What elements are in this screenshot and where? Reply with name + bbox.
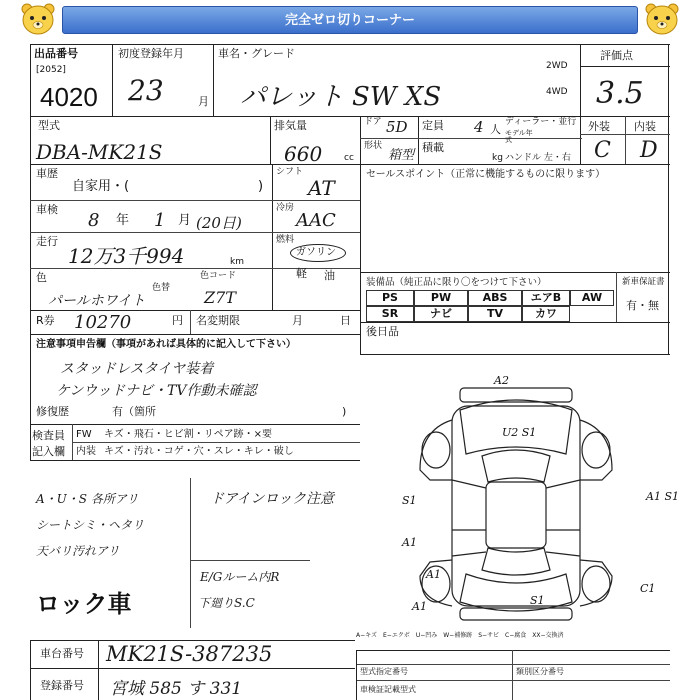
displacement-unit: cc — [344, 153, 354, 163]
car-name-label: 車名・グレード — [218, 47, 295, 60]
reg-year-label: 初度登録年月 — [118, 47, 184, 60]
recycle-label: R券 — [36, 314, 55, 327]
car-name-value: パレット SW XS — [240, 82, 442, 112]
recycle-value: 10270 — [74, 312, 132, 333]
entry-label: 記入欄 — [32, 445, 65, 458]
inspection-year-unit: 年 — [116, 213, 130, 228]
banner — [0, 0, 700, 40]
inspection-label: 車検 — [36, 203, 58, 216]
equipment-sr: SR — [366, 306, 414, 322]
rear-bumper — [460, 608, 572, 620]
fuel-gasoline: ガソリン — [296, 247, 336, 258]
mark-left-rear-door: A1 — [402, 536, 417, 549]
remarks-line2: シートシミ・ヘタリ — [36, 518, 145, 532]
reg-month-unit: 月 — [198, 95, 209, 108]
capacity-label: 定員 — [422, 119, 444, 132]
exterior-label: 外装 — [588, 120, 610, 133]
reg-number-value: 宮城 585 す 331 — [110, 679, 243, 699]
chassis-value: MK21S-387235 — [106, 642, 273, 666]
equipment-navi: ナビ — [414, 306, 468, 322]
sales-point-label: セールスポイント（正常に機能するものに限ります） — [366, 169, 606, 180]
repair-label: 修復歴 — [36, 405, 69, 418]
rear-right-wheel — [582, 566, 610, 602]
inspection-year: 8 — [88, 210, 100, 231]
right-fender — [580, 420, 612, 480]
shape-value: 箱型 — [388, 148, 415, 163]
shape-label: 形状 — [364, 141, 383, 151]
fw-items: キズ・飛石・ヒビ割・リペア跡・×要 — [104, 429, 272, 440]
interior-label: 内装 — [634, 120, 656, 133]
mileage-value: 12万3千994 — [68, 244, 185, 268]
vehicle-spec-label: 車検証記載型式 — [360, 685, 416, 694]
right-rear-fender — [580, 560, 612, 606]
left-fender — [420, 420, 452, 480]
repair-value: 有（箇所 — [112, 405, 156, 418]
fw-label: FW — [76, 429, 92, 440]
model-label: 型式 — [38, 119, 60, 132]
model-year-label: モデル年式 — [505, 129, 533, 144]
interior-check-label: 内装 — [76, 446, 96, 457]
reg-year-value: 23 — [128, 74, 164, 107]
mark-left-rear: A1 — [412, 600, 427, 613]
dealer-label: ディーラー・並行 — [505, 117, 577, 127]
color-change-label: 色替 — [152, 283, 171, 293]
mark-rear: S1 — [530, 594, 545, 607]
remarks-right3: 下廻りS.C — [198, 596, 255, 610]
lot-sub: [2052] — [36, 65, 66, 75]
displacement-label: 排気量 — [274, 119, 307, 132]
mileage-unit: km — [230, 257, 244, 267]
mark-roof: U2 S1 — [502, 426, 537, 439]
remarks-line1: A・U・S 各所アリ — [36, 492, 139, 506]
aftermarket-label: 後日品 — [366, 325, 399, 338]
name-change-month: 月 — [292, 314, 303, 327]
mark-front-bumper: A2 — [494, 374, 509, 387]
name-change-label: 名変期限 — [196, 314, 240, 327]
color-code-label: 色コード — [200, 271, 237, 281]
chassis-label: 車台番号 — [40, 647, 84, 660]
drive-4wd: 4WD — [546, 87, 568, 97]
lot-number: 4020 — [40, 82, 98, 112]
load-unit: kg — [492, 153, 503, 163]
diagram-legend: A−キズ E−エクボ U−凹み W−補修跡 S−サビ C−腐食 XX−交換済 — [356, 632, 564, 639]
handle-label: ハンドル 左・右 — [505, 153, 571, 163]
capacity-value: 4 — [474, 118, 484, 136]
equipment-airbag: エアB — [522, 290, 570, 306]
new-warranty-label: 新車保証書 — [622, 277, 665, 287]
shift-label: シフト — [276, 167, 304, 177]
ac-value: AAC — [296, 210, 336, 231]
shift-value: AT — [308, 176, 335, 200]
notes-line1: スタッドレスタイヤ装着 — [60, 361, 214, 377]
equipment-label: 装備品（純正品に限り〇をつけて下さい） — [366, 277, 547, 288]
equipment-aw: AW — [570, 290, 614, 306]
type-designation-label: 型式指定番号 — [360, 667, 408, 676]
doors-label: ドア — [364, 117, 382, 127]
model-value: DBA-MK21S — [36, 140, 163, 164]
remarks-line3: 天バリ汚れアリ — [36, 544, 120, 558]
fuel-oil: 油 — [324, 269, 335, 282]
inspector-label: 検査員 — [32, 429, 65, 442]
doors-value: 5D — [386, 118, 408, 136]
windshield-outline — [482, 450, 550, 482]
mark-left-front-door: S1 — [402, 494, 417, 507]
remarks-lock: ロック車 — [36, 590, 132, 618]
grade-label: 評価点 — [600, 49, 633, 62]
load-label: 積載 — [422, 141, 444, 154]
notes-label: 注意事項申告欄（事項があれば具体的に記入して下さい） — [36, 339, 296, 350]
roof-outline — [486, 482, 546, 548]
reg-number-label: 登録番号 — [40, 679, 84, 692]
mark-right-side: A1 S1 — [646, 490, 679, 503]
ac-label: 冷房 — [276, 203, 295, 213]
remarks-right2: E/Gルーム内R — [200, 570, 280, 584]
recycle-unit: 円 — [172, 314, 183, 327]
equipment-ps: PS — [366, 290, 414, 306]
front-left-wheel — [422, 432, 450, 468]
grade-value: 3.5 — [596, 76, 644, 111]
mark-left-rear-fender: A1 — [426, 568, 441, 581]
banner-bar — [62, 6, 638, 34]
interior-items: キズ・汚れ・コゲ・穴・スレ・キレ・破し — [104, 446, 294, 457]
displacement-value: 660 — [284, 142, 323, 166]
capacity-unit: 人 — [490, 123, 501, 136]
fuel-light: 軽 — [296, 267, 307, 280]
equipment-leather: カワ — [522, 306, 570, 322]
usage-value: 自家用・( — [72, 179, 130, 194]
inspection-month: 1 — [154, 210, 166, 231]
category-label: 類別区分番号 — [516, 667, 564, 676]
exterior-value: C — [594, 138, 611, 163]
equipment-pw: PW — [414, 290, 468, 306]
notes-line2: ケンウッドナビ・TV作動未確認 — [56, 383, 257, 399]
name-change-day: 日 — [340, 314, 351, 327]
repair-close: ) — [342, 405, 347, 418]
bear-mascot-left-icon — [18, 2, 58, 38]
equipment-tv: TV — [468, 306, 522, 322]
warranty-value: 有・無 — [626, 299, 659, 312]
lot-label: 出品番号 — [34, 47, 78, 60]
interior-value: D — [640, 138, 658, 163]
inspection-day: (20日) — [196, 214, 242, 232]
color-label: 色 — [36, 271, 47, 284]
color-code-value: Z7T — [204, 288, 236, 307]
color-value: パールホワイト — [48, 293, 146, 309]
mark-right-rear: C1 — [640, 582, 656, 595]
fuel-label: 燃料 — [276, 235, 295, 245]
usage-label: 車歴 — [36, 167, 58, 180]
car-damage-diagram — [390, 370, 680, 630]
inspection-month-unit: 月 — [178, 213, 192, 228]
equipment-abs: ABS — [468, 290, 522, 306]
banner-title: 完全ゼロ切りコーナー — [284, 13, 415, 28]
mileage-label: 走行 — [36, 235, 58, 248]
remarks-right1: ドアインロック注意 — [210, 491, 335, 507]
front-right-wheel — [582, 432, 610, 468]
rear-window-outline — [482, 548, 550, 575]
bear-mascot-right-icon — [642, 2, 682, 38]
drive-2wd: 2WD — [546, 61, 568, 71]
usage-close: ) — [258, 179, 264, 194]
